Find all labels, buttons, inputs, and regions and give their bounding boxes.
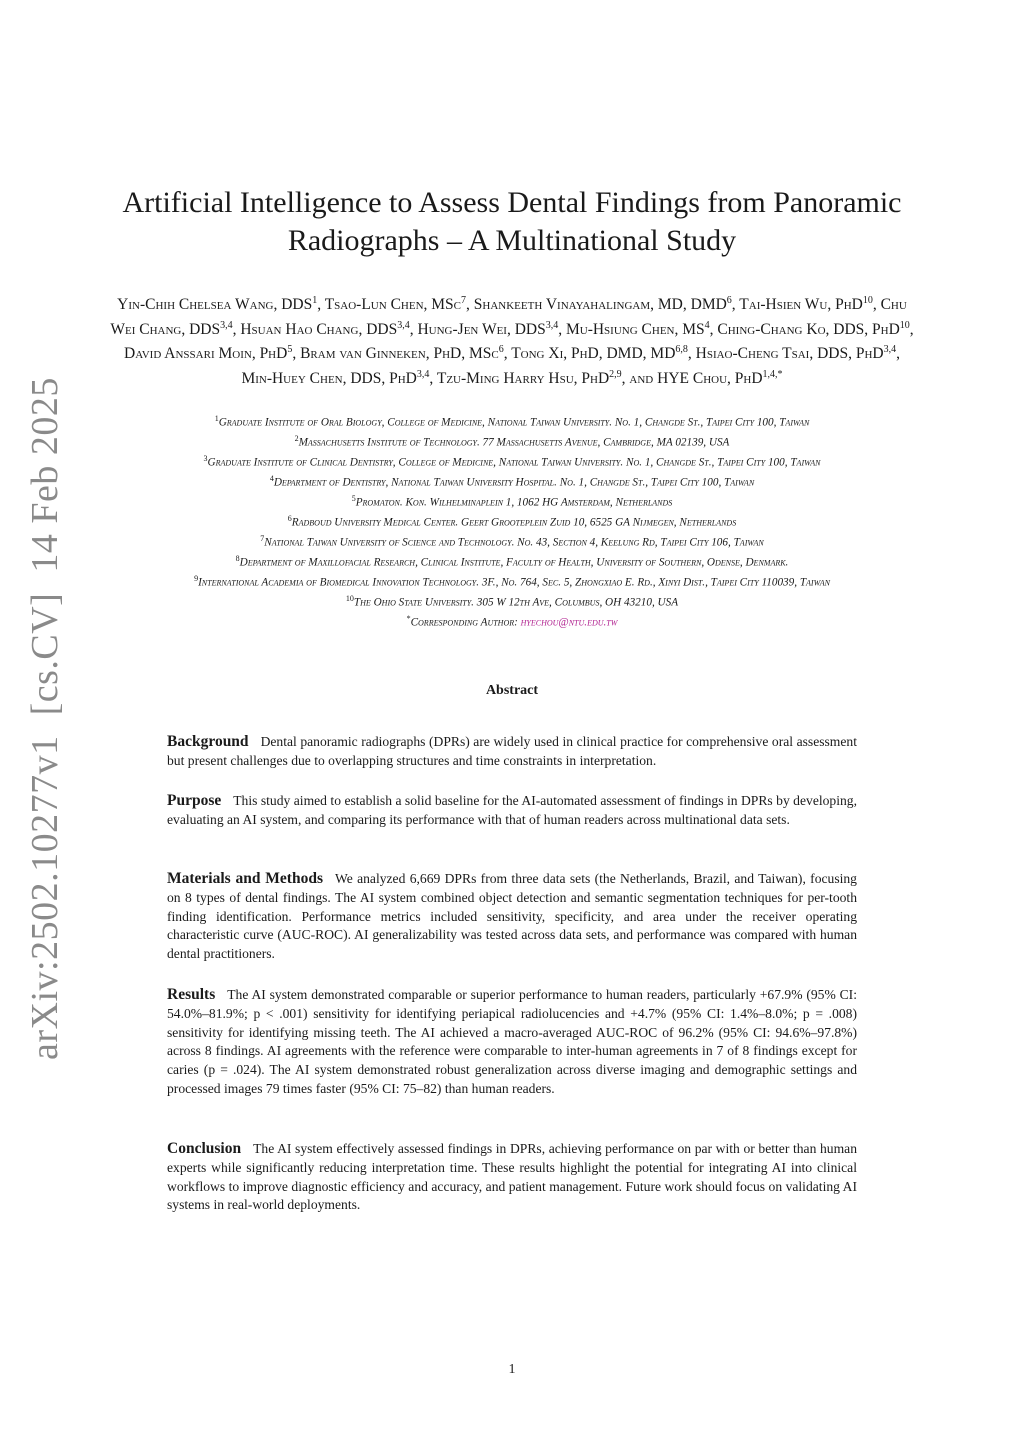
author-entry <box>717 321 913 338</box>
author-name: Tong Xi, PhD, DMD, MD <box>511 345 676 363</box>
page-number: 1 <box>508 1362 516 1377</box>
corresponding-label: Corresponding Author: <box>410 617 521 630</box>
affiliation-number: 8 <box>235 554 240 564</box>
author-separator: , <box>503 345 512 363</box>
affiliation-text: Promaton. Kon. Wilhelminaplein 1, 1062 HG Amsterdam, Netherlands <box>355 496 673 509</box>
affiliation-text: The Ohio State University. 305 W 12th Ave, Columbus, OH 43210, USA <box>353 597 679 610</box>
affiliation-number: 5 <box>351 494 356 504</box>
affiliation-number: 2 <box>294 434 299 444</box>
results-text: The AI system demonstrated comparable or superior performance to human readers, particularly +67.9% (95% CI: 54.0%–81.9%; p < .001) sensitivity for identifying periapical radiolucencies and +4.7% (95% CI: 1.4%–8.0%; p = .008) sensitivity for identifying missing teeth. The AI achieved a macro-averaged AUC-ROC of 96.2% (95% CI: 94.6%–97.8%) across 8 findings. AI agreements with the reference were comparable to inter-human agreements in 7 of 8 findings except for caries (p = .024). The AI system demonstrated robust generalization across diverse imaging and demographic settings and processed images 79 times faster (95% CI: 75–82) than human readers. <box>167 987 857 1096</box>
author-separator: , <box>909 320 914 338</box>
affiliation-number: 6 <box>287 514 292 524</box>
methods-heading: Materials and Methods <box>167 870 323 887</box>
affiliation-text: Graduate Institute of Oral Biology, College of Medicine, National Taiwan University. No. 1, Changde St., Taipei City 100, Taiwan <box>218 416 810 429</box>
author-entry <box>240 321 417 338</box>
author-affiliation-mark: 5 <box>287 344 293 356</box>
corresponding-mark: * <box>406 614 411 624</box>
affiliation-item <box>118 551 906 571</box>
author-affiliation-mark: 10 <box>899 319 910 331</box>
affiliation-item <box>118 451 906 471</box>
author-affiliation-mark: 3,4 <box>397 319 410 331</box>
author-name: Tsao-Lun Chen, MSc <box>324 296 462 314</box>
author-affiliation-mark: 1,4,* <box>762 368 783 380</box>
author-entry <box>124 345 300 362</box>
affiliation-number: 4 <box>269 474 274 484</box>
author-separator: , <box>872 296 881 314</box>
author-entry <box>511 345 695 362</box>
title-line-2: Radiographs – A Multinational Study <box>287 224 737 257</box>
author-affiliation-mark: 10 <box>862 295 873 306</box>
abstract-purpose <box>167 792 857 830</box>
author-name: HYE Chou, PhD <box>657 370 763 388</box>
author-name: Hsiao-Cheng Tsai, DDS, PhD <box>695 345 884 363</box>
background-text: Dental panoramic radiographs (DPRs) are widely used in clinical practice for comprehensive oral assessment but present challenges due to overlapping structures and time constraints in interpretation. <box>167 734 857 768</box>
author-separator: , <box>232 320 241 338</box>
background-heading: Background <box>167 733 249 750</box>
affiliation-number: 9 <box>194 574 199 584</box>
affiliation-item <box>118 491 906 511</box>
paper-title <box>100 184 924 260</box>
affiliation-list <box>118 411 906 631</box>
abstract-methods <box>167 870 857 964</box>
affiliation-number: 7 <box>260 534 265 544</box>
purpose-text: This study aimed to establish a solid baseline for the AI-automated assessment of findings in DPRs by developing, evaluating an AI system, and comparing its performance with that of human readers across multinational data sets. <box>167 793 857 827</box>
author-name: Mu-Hsiung Chen, MS <box>565 320 705 338</box>
author-affiliation-mark: 3,4 <box>416 368 430 380</box>
author-entry <box>417 321 566 338</box>
author-affiliation-mark: 6 <box>498 344 504 356</box>
affiliation-item <box>118 591 906 611</box>
author-affiliation-mark: 3,4 <box>883 344 897 356</box>
author-entry <box>474 296 740 313</box>
abstract-results <box>167 986 857 1099</box>
author-name: David Anssari Moin, PhD <box>124 345 288 363</box>
affiliation-number: 3 <box>203 454 208 464</box>
author-entry <box>300 345 511 362</box>
methods-text: We analyzed 6,669 DPRs from three data sets (the Netherlands, Brazil, and Taiwan), focusing on 8 types of dental findings. The AI system combined object detection and semantic segmentation techniques for per-tooth finding identification. Performance metrics included sensitivity, specificity, and area under the receiver operating characteristic curve (AUC-ROC). AI generalizability was tested across data sets, and performance was compared with human dental practitioners. <box>167 871 857 962</box>
author-name: Tzu-Ming Harry Hsu, PhD <box>436 370 610 388</box>
author-name: Ching-Chang Ko, DDS, PhD <box>717 320 900 338</box>
abstract-conclusion <box>167 1140 857 1215</box>
author-entry <box>117 296 325 313</box>
author-entry <box>566 321 717 338</box>
author-name: Tai-Hsien Wu, PhD <box>739 296 863 314</box>
author-separator: , <box>709 320 718 338</box>
author-separator: , <box>429 370 437 388</box>
author-entry <box>241 370 436 387</box>
affiliation-text: International Academia of Biomedical Innovation Technology. 3F., No. 764, Sec. 5, Zhongxiao E. Rd., Xinyi Dist., Taipei City 110039, Taiwan <box>198 576 830 589</box>
author-affiliation-mark: 2,9 <box>609 368 622 380</box>
abstract-heading: Abstract <box>485 683 539 698</box>
author-separator: , and <box>621 370 658 388</box>
results-heading: Results <box>167 986 216 1003</box>
abstract-background <box>167 733 857 771</box>
author-entry <box>437 370 657 387</box>
author-affiliation-mark: 4 <box>704 319 710 331</box>
corresponding-email-link[interactable]: hyechou@ntu.edu.tw <box>520 617 618 630</box>
affiliation-number: 1 <box>214 414 219 423</box>
affiliation-item <box>118 531 906 551</box>
author-affiliation-mark: 1 <box>312 295 318 306</box>
author-separator: , <box>731 296 740 314</box>
author-entry <box>696 345 900 362</box>
author-separator: , <box>687 345 696 363</box>
affiliation-text: Radboud University Medical Center. Geert Grooteplein Zuid 10, 6525 GA Nijmegen, Netherlands <box>291 516 737 529</box>
author-affiliation-mark: 6,8 <box>675 344 688 356</box>
affiliation-text: Department of Dentistry, National Taiwan University Hospital. No. 1, Changde St., Taipei City 100, Taiwan <box>273 476 755 489</box>
author-separator: , <box>317 296 325 314</box>
affiliation-text: Graduate Institute of Clinical Dentistry, College of Medicine, National Taiwan University. No. 1, Changde St., Taipei City 100, Taiwan <box>207 456 821 469</box>
title-line-1: Artificial Intelligence to Assess Dental Findings from Panoramic <box>122 186 902 219</box>
affiliation-text: Department of Maxillofacial Research, Clinical Institute, Faculty of Health, University of Southern, Odense, Denmark. <box>239 556 789 569</box>
affiliation-item <box>118 411 906 431</box>
author-separator: , <box>558 320 566 338</box>
author-name: Bram van Ginneken, PhD, MSc <box>300 345 499 363</box>
author-separator: , <box>466 296 474 314</box>
author-affiliation-mark: 3,4 <box>220 319 233 331</box>
author-separator: , <box>292 345 301 363</box>
author-affiliation-mark: 6 <box>726 295 732 306</box>
author-separator: , <box>409 320 418 338</box>
corresponding-author <box>118 611 906 631</box>
author-name: Chu Wei Chang, DDS <box>110 296 907 338</box>
purpose-heading: Purpose <box>167 792 222 809</box>
affiliation-item <box>118 571 906 591</box>
conclusion-text: The AI system effectively assessed findings in DPRs, achieving performance on par with or better than human experts while significantly reducing interpretation time. These results highlight the potential for integrating AI into clinical workflows to improve diagnostic efficiency and accuracy, and patient management. Future work should focus on validating AI systems in real-world deployments. <box>167 1141 857 1213</box>
affiliation-text: National Taiwan University of Science and Technology. No. 43, Section 4, Keelung Rd, Taipei City 106, Taiwan <box>264 536 764 549</box>
author-name: Shankeeth Vinayahalingam, MD, DMD <box>473 296 727 314</box>
affiliation-text: Massachusetts Institute of Technology. 77 Massachusetts Avenue, Cambridge, MA 02139, USA <box>298 436 730 449</box>
author-entry <box>739 296 880 313</box>
affiliation-number: 10 <box>345 594 354 604</box>
author-list <box>110 291 914 390</box>
conclusion-heading: Conclusion <box>167 1140 242 1157</box>
arxiv-identifier-stamp: arXiv:2502.10277v1 [cs.CV] 14 Feb 2025 <box>24 377 66 1060</box>
author-affiliation-mark: 3,4 <box>545 319 559 331</box>
author-affiliation-mark: 7 <box>461 295 467 306</box>
author-name: Min-Huey Chen, DDS, PhD <box>241 370 417 388</box>
author-name: Hsuan Hao Chang, DDS <box>240 320 398 338</box>
author-separator: , <box>896 345 900 363</box>
affiliation-item <box>118 511 906 531</box>
author-name: Yin-Chih Chelsea Wang, DDS <box>117 296 313 314</box>
affiliation-item <box>118 471 906 491</box>
author-entry <box>657 370 782 387</box>
author-entry <box>325 296 474 313</box>
affiliation-item <box>118 431 906 451</box>
author-name: Hung-Jen Wei, DDS <box>417 320 546 338</box>
